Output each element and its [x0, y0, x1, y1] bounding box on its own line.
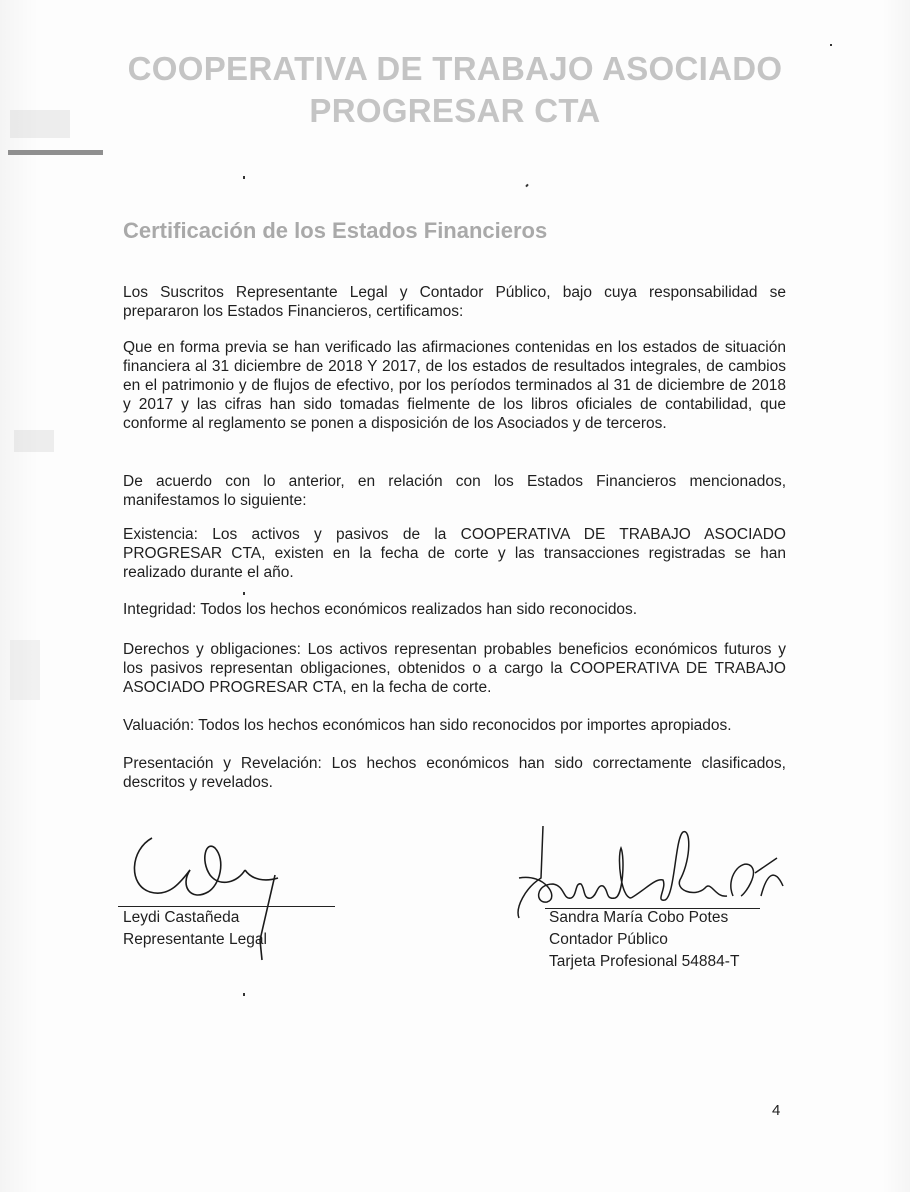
scan-artifact	[8, 150, 103, 155]
paragraph: Derechos y obligaciones: Los activos representan probables beneficios económicos futuros y los pasivos representan obligaciones, obtenidos o a cargo la COOPERATIVA DE TRABAJO ASOCIADO PROGRESAR CTA, en la fecha de corte.	[123, 641, 786, 696]
paragraph: De acuerdo con lo anterior, en relación con los Estados Financieros mencionados, manifestamos lo siguiente:	[123, 473, 786, 509]
signatory-right-license: Tarjeta Profesional 54884-T	[549, 953, 740, 970]
scan-speck	[525, 184, 528, 188]
paragraph: Los Suscritos Representante Legal y Contador Público, bajo cuya responsabilidad se prepararon los Estados Financieros, certificamos:	[123, 284, 786, 320]
signatory-right-name: Sandra María Cobo Potes	[549, 909, 729, 926]
scan-edge-right	[882, 0, 910, 1192]
organization-header	[0, 48, 910, 132]
paragraph: Presentación y Revelación: Los hechos económicos han sido correctamente clasificados, descritos y revelados.	[123, 755, 786, 791]
paragraph: Valuación: Todos los hechos económicos han sido reconocidos por importes apropiados.	[123, 717, 732, 734]
scan-speck	[830, 44, 832, 46]
scan-speck	[243, 176, 245, 179]
signatory-left-role: Representante Legal	[123, 931, 267, 948]
paragraph: Existencia: Los activos y pasivos de la COOPERATIVA DE TRABAJO ASOCIADO PROGRESAR CTA, existen en la fecha de corte y las transacciones registradas se han realizado durante el año.	[123, 526, 786, 581]
scan-edge-left	[0, 0, 38, 1192]
paragraph: Que en forma previa se han verificado las afirmaciones contenidas en los estados de situación financiera al 31 diciembre de 2018 Y 2017, de los estados de resultados integrales, de cambios en el patrimonio y de flujos de efectivo, por los períodos terminados al 31 de diciembre de 2018 y 2017 y las cifras han sido tomadas fielmente de los libros oficiales de contabilidad, que conforme al reglamento se ponen a disposición de los Asociados y de terceros.	[123, 339, 786, 432]
page-number: 4	[772, 1102, 781, 1119]
paragraph: Integridad: Todos los hechos económicos realizados han sido reconocidos.	[123, 601, 638, 618]
scan-speck	[243, 592, 245, 595]
header-line-2: PROGRESAR CTA	[309, 92, 601, 129]
header-line-1: COOPERATIVA DE TRABAJO ASOCIADO	[127, 50, 783, 87]
signatory-right-role: Contador Público	[549, 931, 668, 948]
signatory-right	[549, 907, 739, 973]
scan-speck	[243, 993, 245, 996]
signatory-left	[123, 907, 267, 951]
scan-artifact	[14, 430, 54, 452]
signatory-left-name: Leydi Castañeda	[123, 909, 240, 926]
section-title: Certificación de los Estados Financieros	[123, 218, 548, 243]
scan-artifact	[10, 640, 40, 700]
